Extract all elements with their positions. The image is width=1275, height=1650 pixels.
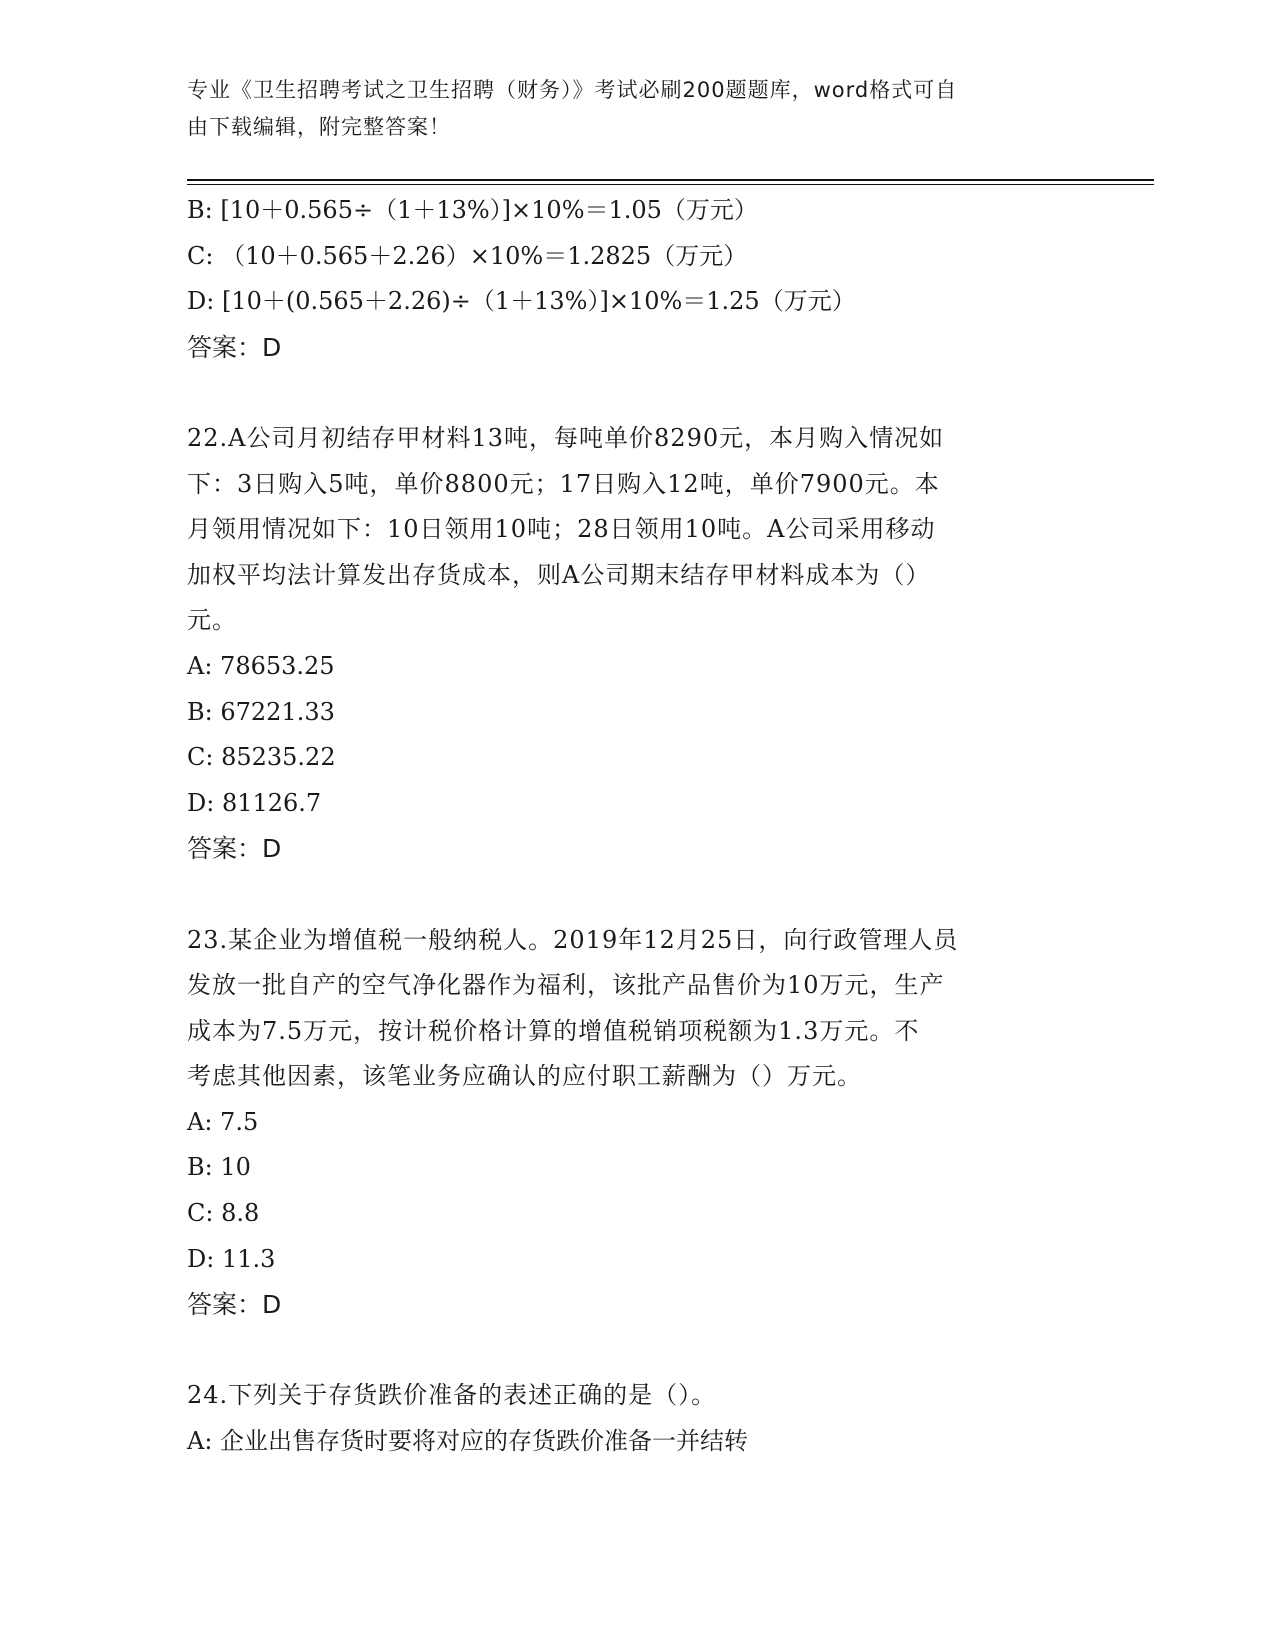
option-b: B: [10＋0.565÷（1＋13%）]×10%＝1.05（万元） — [187, 196, 758, 224]
option-c: C: 85235.22 — [187, 743, 336, 772]
option-d: D: 81126.7 — [187, 788, 322, 817]
answer: 答案：D — [187, 1290, 282, 1320]
question-text-line: 考虑其他因素，该笔业务应确认的应付职工薪酬为（）万元。 — [187, 1062, 862, 1091]
question-text-line: 24.下列关于存货跌价准备的表述正确的是（）。 — [187, 1381, 717, 1410]
option-c: C: （10＋0.565＋2.26）×10%＝1.2825（万元） — [187, 241, 748, 270]
question-text-line: 月领用情况如下：10日领用10吨；28日领用10吨。A公司采用移动 — [187, 515, 936, 544]
spacer — [187, 1328, 1087, 1374]
question-text-line: 元。 — [187, 606, 237, 635]
option-b: B: 67221.33 — [187, 697, 335, 726]
question-24 — [187, 1373, 1087, 1464]
option-b: B: 10 — [187, 1153, 251, 1182]
question-text-line: 加权平均法计算发出存货成本，则A公司期末结存甲材料成本为（） — [187, 560, 931, 589]
option-a: A: 7.5 — [187, 1107, 259, 1136]
question-22 — [187, 416, 1087, 872]
question-text-line: 23.某企业为增值税一般纳税人。2019年12月25日，向行政管理人员 — [187, 925, 959, 954]
option-c: C: 8.8 — [187, 1199, 260, 1228]
question-text-line: 成本为7.5万元，按计税价格计算的增值税销项税额为1.3万元。不 — [187, 1016, 920, 1045]
answer: 答案：D — [187, 332, 282, 362]
answer: 答案：D — [187, 834, 282, 864]
document-body — [187, 188, 1087, 1465]
question-21-tail — [187, 188, 1087, 370]
question-text-line: 发放一批自产的空气净化器作为福利，该批产品售价为10万元，生产 — [187, 971, 945, 1000]
document-header — [187, 72, 1087, 146]
question-23 — [187, 918, 1087, 1328]
option-a: A: 企业出售存货时要将对应的存货跌价准备一并结转 — [187, 1427, 749, 1456]
option-d: D: 11.3 — [187, 1244, 276, 1273]
spacer — [187, 370, 1087, 416]
option-d: D: [10＋(0.565＋2.26)÷（1＋13%）]×10%＝1.25（万元） — [187, 287, 856, 316]
option-a: A: 78653.25 — [187, 651, 335, 680]
header-line-1: 专业《卫生招聘考试之卫生招聘（财务）》考试必刷200题题库，word格式可自 — [187, 78, 958, 102]
header-divider-thick — [187, 179, 1154, 181]
question-text-line: 22.A公司月初结存甲材料13吨，每吨单价8290元，本月购入情况如 — [187, 423, 945, 452]
header-line-2: 由下载编辑，附完整答案！ — [187, 115, 451, 139]
question-text-line: 下：3日购入5吨，单价8800元；17日购入12吨，单价7900元。本 — [187, 469, 940, 498]
spacer — [187, 872, 1087, 918]
header-divider-thin — [187, 184, 1154, 185]
